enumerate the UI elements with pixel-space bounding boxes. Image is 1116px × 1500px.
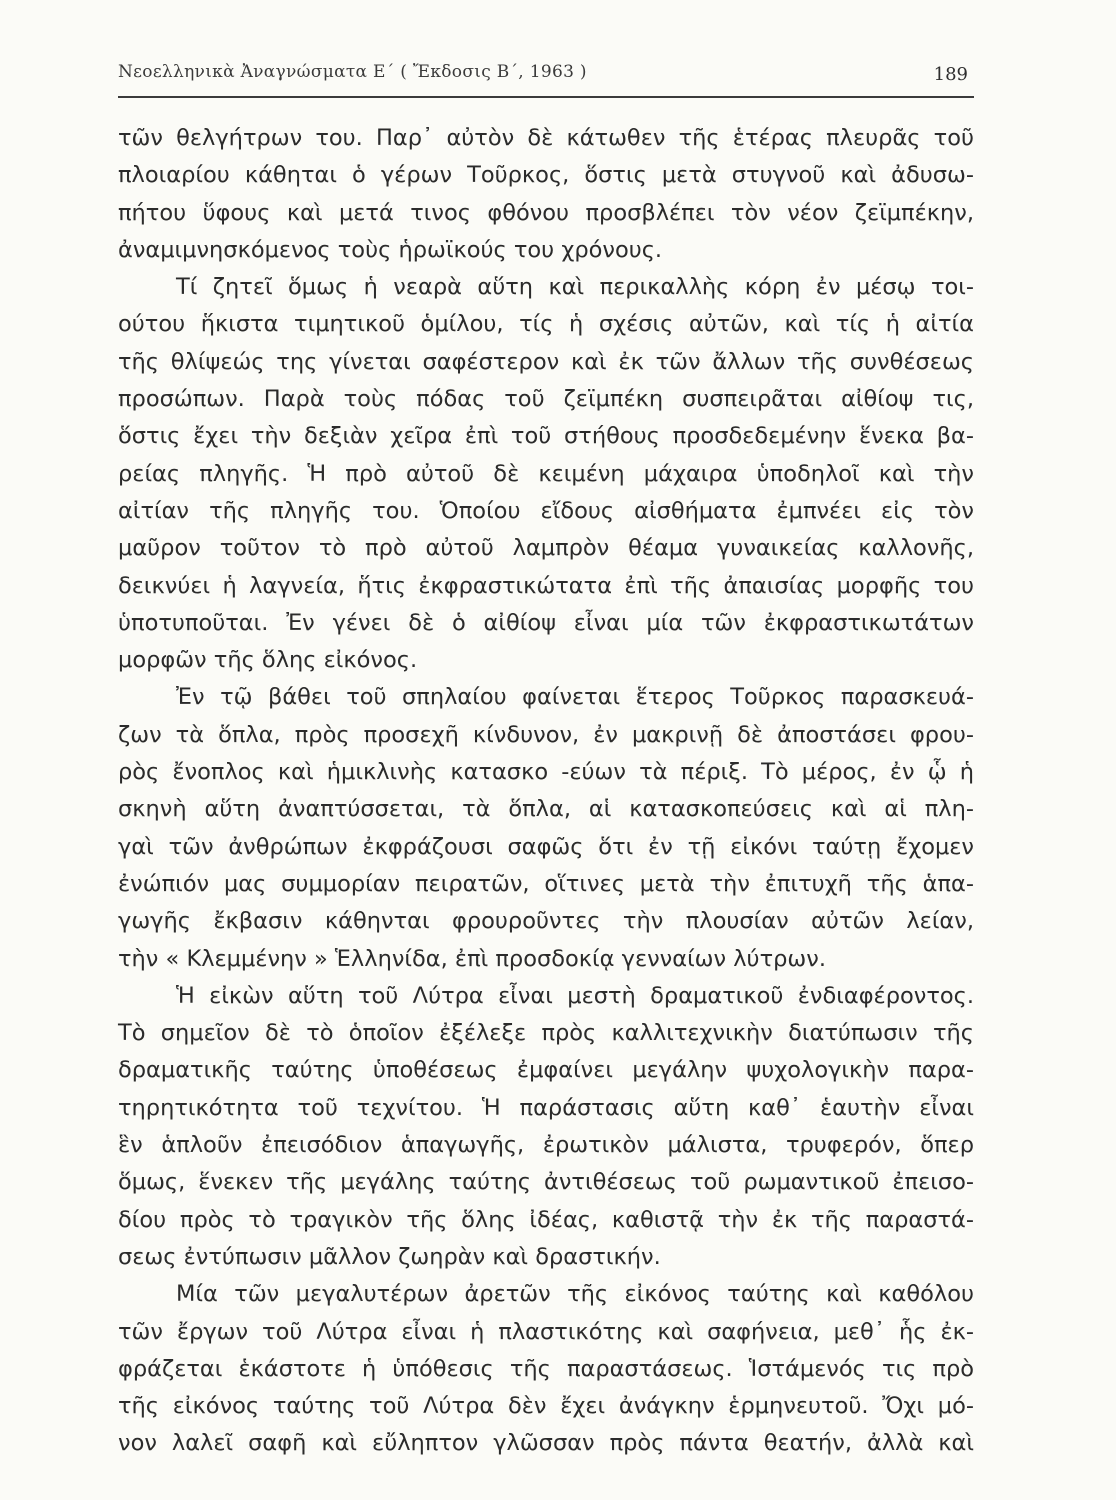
text-line: δεικνύει ἡ λαγνεία, ἥτις ἐκφραστικώτατα ἐπὶ τῆς ἀπαισίας μορφῆς του [118,572,974,599]
text-line: γωγῆς ἔκβασιν κάθηνται φρουροῦντες τὴν πλουσίαν αὐτῶν λείαν, [118,908,974,935]
text-line: τῶν θελγήτρων του. Παρ᾽ αὐτὸν δὲ κάτωθεν τῆς ἑτέρας πλευρᾶς τοῦ [118,125,974,151]
text-line: ζων τὰ ὅπλα, πρὸς προσεχῆ κίνδυνον, ἐν μακρινῇ δὲ ἀποστάσει φρου- [118,721,974,748]
text-line: τὴν « Κλεμμένην » Ἑλληνίδα, ἐπὶ προσδοκίᾳ γενναίων λύτρων. [118,945,826,972]
body-text [118,120,974,1463]
running-header [118,62,974,96]
text-line: ούτου ἥκιστα τιμητικοῦ ὁμίλου, τίς ἡ σχέσις αὐτῶν, καὶ τίς ἡ αἰτία [118,311,974,338]
header-rule [118,96,974,98]
text-line: φράζεται ἑκάστοτε ἡ ὑπόθεσις τῆς παραστάσεως. Ἱστάμενός τις πρὸ [118,1355,974,1382]
text-line: σεως ἐντύπωσιν μᾶλλον ζωηρὰν καὶ δραστικήν. [118,1243,661,1270]
text-line: δίου πρὸς τὸ τραγικὸν τῆς ὅλης ἰδέας, καθιστᾷ τὴν ἐκ τῆς παραστά- [118,1206,974,1233]
text-line: τῆς εἰκόνος ταύτης τοῦ Λύτρα δὲν ἔχει ἀνάγκην ἑρμηνευτοῦ. Ὄχι μό- [118,1393,974,1420]
text-line: Μία τῶν μεγαλυτέρων ἀρετῶν τῆς εἰκόνος ταύτης καὶ καθόλου [176,1281,974,1308]
text-line: ρὸς ἔνοπλος καὶ ἡμικλινὴς κατασκο ‑εύων τὰ πέριξ. Τὸ μέρος, ἐν ᾧ ἡ [118,759,974,786]
text-line: πλοιαρίου κάθηται ὁ γέρων Τοῦρκος, ὅστις μετὰ στυγνοῦ καὶ ἀδυσω- [118,162,974,189]
text-line: νον λαλεῖ σαφῆ καὶ εὔληπτον γλῶσσαν πρὸς πάντα θεατήν, ἀλλὰ καὶ [118,1430,974,1457]
text-line: ὅμως, ἕνεκεν τῆς μεγάλης ταύτης ἀντιθέσεως τοῦ ρωμαντικοῦ ἐπεισο- [118,1169,974,1196]
text-line: ὑποτυποῦται. Ἐν γένει δὲ ὁ αἰθίοψ εἶναι μία τῶν ἐκφραστικωτάτων [118,609,974,636]
text-line: ρείας πληγῆς. Ἡ πρὸ αὐτοῦ δὲ κειμένη μάχαιρα ὑποδηλοῖ καὶ τὴν [118,460,974,487]
page-number: 189 [933,64,968,85]
text-line: αἰτίαν τῆς πληγῆς του. Ὁποίου εἴδους αἰσθήματα ἐμπνέει εἰς τὸν [118,497,974,524]
text-line: ἓν ἁπλοῦν ἐπεισόδιον ἁπαγωγῆς, ἐρωτικὸν μάλιστα, τρυφερόν, ὅπερ [118,1132,974,1159]
text-line: τηρητικότητα τοῦ τεχνίτου. Ἡ παράστασις αὕτη καθ᾽ ἑαυτὴν εἶναι [118,1094,974,1121]
text-line: ἐνώπιόν μας συμμορίαν πειρατῶν, οἵτινες μετὰ τὴν ἐπιτυχῆ τῆς ἁπα- [118,870,974,897]
text-line: γαὶ τῶν ἀνθρώπων ἐκφράζουσι σαφῶς ὅτι ἐν τῇ εἰκόνι ταύτῃ ἔχομεν [118,833,974,860]
text-line: δραματικῆς ταύτης ὑποθέσεως ἐμφαίνει μεγάλην ψυχολογικὴν παρα- [118,1057,974,1084]
text-line: μαῦρον τοῦτον τὸ πρὸ αὐτοῦ λαμπρὸν θέαμα γυναικείας καλλονῆς, [118,535,974,562]
text-line: μορφῶν τῆς ὅλης εἰκόνος. [118,647,418,674]
text-line: προσώπων. Παρὰ τοὺς πόδας τοῦ ζεϊμπέκη συσπειρᾶται αἰθίοψ τις, [118,386,974,413]
text-line: τῶν ἔργων τοῦ Λύτρα εἶναι ἡ πλαστικότης καὶ σαφήνεια, μεθ᾽ ἧς ἐκ- [118,1318,974,1345]
text-line: Ἐν τῷ βάθει τοῦ σπηλαίου φαίνεται ἕτερος Τοῦρκος παρασκευά- [176,684,974,711]
text-line: Τὸ σημεῖον δὲ τὸ ὁποῖον ἐξέλεξε πρὸς καλλιτεχνικὴν διατύπωσιν τῆς [118,1020,974,1047]
header-title: Νεοελληνικὰ Ἀναγνώσματα Ε΄ ( Ἔκδοσις Β΄, 1963 ) [118,62,587,82]
text-line: σκηνὴ αὕτη ἀναπτύσσεται, τὰ ὅπλα, αἱ κατασκοπεύσεις καὶ αἱ πλη- [118,796,974,823]
text-line: τῆς θλίψεώς της γίνεται σαφέστερον καὶ ἐκ τῶν ἄλλων τῆς συνθέσεως [118,348,974,375]
text-line: Ἡ εἰκὼν αὕτη τοῦ Λύτρα εἶναι μεστὴ δραματικοῦ ἐνδιαφέροντος. [176,982,974,1009]
text-line: ἀναμιμνησκόμενος τοὺς ἡρωϊκούς του χρόνους. [118,236,663,263]
text-line: ὅστις ἔχει τὴν δεξιὰν χεῖρα ἐπὶ τοῦ στήθους προσδεδεμένην ἕνεκα βα- [118,423,974,450]
text-line: Τί ζητεῖ ὅμως ἡ νεαρὰ αὕτη καὶ περικαλλὴς κόρη ἐν μέσῳ τοι- [176,274,974,301]
text-line: πήτου ὕφους καὶ μετά τινος φθόνου προσβλέπει τὸν νέον ζεϊμπέκην, [118,199,974,226]
